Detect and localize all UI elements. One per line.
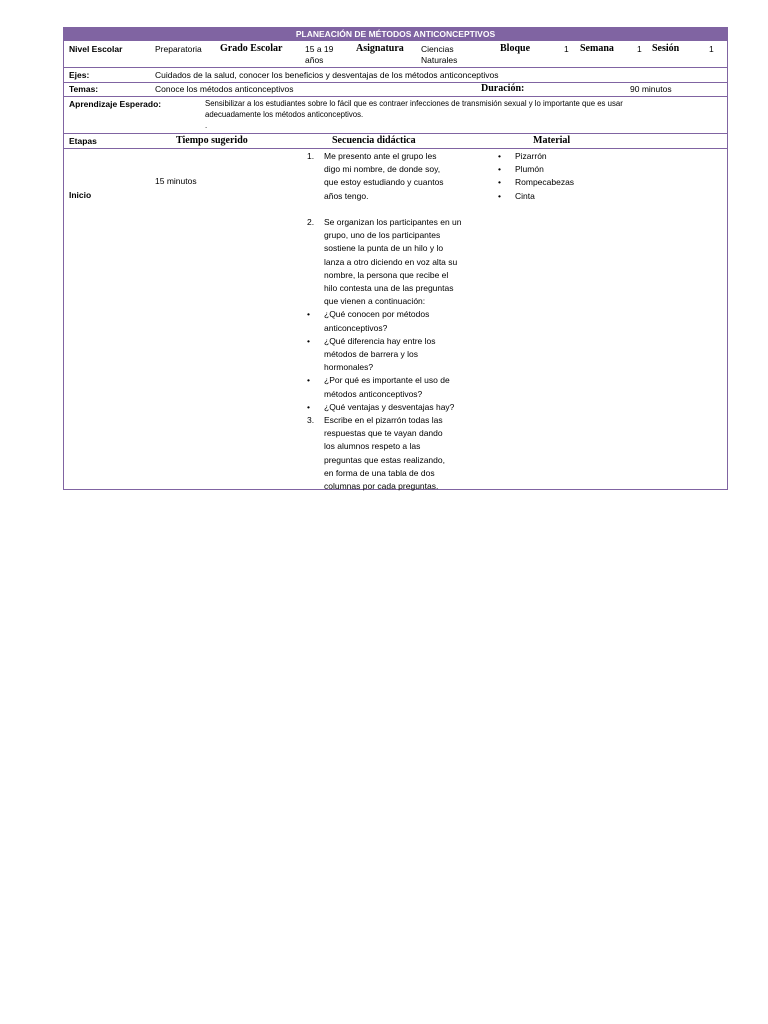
bullet-marker: • <box>307 375 310 386</box>
secuencia-line: Escribe en el pizarrón todas las <box>324 415 443 426</box>
bullet-icon: • <box>498 177 501 188</box>
secuencia-line: ¿Qué ventajas y desventajas hay? <box>324 401 455 412</box>
grado-value-line2: años <box>305 55 324 65</box>
semana-value: 1 <box>637 44 642 54</box>
secuencia-item <box>307 203 487 216</box>
secuencia-line: los alumnos respeto a las <box>324 441 421 452</box>
material-item <box>498 176 618 189</box>
tiempo-header: Tiempo sugerido <box>176 135 248 146</box>
secuencia-line: Me presento ante el grupo les <box>324 151 437 161</box>
tiempo-value: 15 minutos <box>155 176 197 186</box>
secuencia-line: hilo contesta una de las preguntas <box>324 283 454 294</box>
duracion-value: 90 minutos <box>630 84 672 94</box>
material-item <box>498 150 618 163</box>
secuencia-list <box>307 150 487 493</box>
asignatura-label: Asignatura <box>356 43 404 54</box>
duracion-label: Duración: <box>481 83 525 94</box>
secuencia-line: hormonales? <box>324 362 374 373</box>
secuencia-line: preguntas que estas realizando, <box>324 454 445 465</box>
sesion-value: 1 <box>709 44 714 54</box>
secuencia-item <box>307 335 487 375</box>
secuencia-line: en forma de una tabla de dos <box>324 467 435 478</box>
secuencia-line: ¿Qué conocen por métodos <box>324 309 430 320</box>
secuencia-line: métodos de barrera y los <box>324 349 419 360</box>
secuencia-item <box>307 150 487 203</box>
divider <box>64 148 727 149</box>
grado-label: Grado Escolar <box>220 43 283 54</box>
secuencia-line: ¿Por qué es importante el uso de <box>324 375 450 386</box>
number-marker: 1. <box>307 151 315 161</box>
secuencia-line: que vienen a continuación: <box>324 296 426 307</box>
nivel-value: Preparatoria <box>155 44 202 54</box>
secuencia-line: digo mi nombre, de donde soy, <box>324 164 441 175</box>
divider <box>64 133 727 134</box>
material-item <box>498 163 618 176</box>
material-label: Cinta <box>515 190 535 201</box>
temas-value: Conoce los métodos anticonceptivos <box>155 84 294 94</box>
secuencia-line <box>324 203 487 216</box>
secuencia-item <box>307 414 487 493</box>
secuencia-line: lanza a otro diciendo en voz alta su <box>324 256 458 267</box>
bullet-icon: • <box>498 151 501 161</box>
sesion-label: Sesión <box>652 43 680 54</box>
material-item <box>498 190 618 203</box>
bloque-value: 1 <box>564 44 569 54</box>
etapa-inicio: Inicio <box>69 190 92 200</box>
secuencia-line: anticonceptivos? <box>324 322 388 333</box>
secuencia-line: respuestas que te vayan dando <box>324 428 443 439</box>
divider <box>64 67 727 68</box>
secuencia-item <box>307 374 487 400</box>
grado-value-line1: 15 a 19 <box>305 44 334 54</box>
planning-document <box>63 27 728 490</box>
number-marker: 3. <box>307 415 315 426</box>
ejes-value: Cuidados de la salud, conocer los beneficios y desventajas de los métodos anticonceptivos <box>155 70 499 80</box>
material-label: Plumón <box>515 164 544 175</box>
secuencia-header: Secuencia didáctica <box>332 135 416 146</box>
secuencia-line: que estoy estudiando y cuantos <box>324 177 444 188</box>
semana-label: Semana <box>580 43 614 54</box>
material-label: Rompecabezas <box>515 177 575 188</box>
secuencia-line: nombre, la persona que recibe el <box>324 269 449 280</box>
aprendizaje-line1: Sensibilizar a los estudiantes sobre lo fácil que es contraer infecciones de transmisión sexual y lo importante que es usar <box>205 99 623 108</box>
secuencia-line: años tengo. <box>324 190 369 201</box>
nivel-label: Nivel Escolar <box>69 44 123 54</box>
secuencia-item <box>307 308 487 334</box>
divider <box>64 82 727 83</box>
secuencia-line: Se organizan los participantes en un <box>324 217 462 228</box>
material-header: Material <box>533 135 571 146</box>
asignatura-value-line1: Ciencias <box>421 44 454 54</box>
bullet-marker: • <box>307 309 310 320</box>
aprendizaje-line2: adecuadamente los métodos anticonceptivos. <box>205 110 364 119</box>
secuencia-line: sostiene la punta de un hilo y lo <box>324 243 444 254</box>
asignatura-value-line2: Naturales <box>421 55 458 65</box>
material-label: Pizarrón <box>515 151 547 161</box>
etapas-header: Etapas <box>69 136 97 146</box>
secuencia-line: métodos anticonceptivos? <box>324 388 423 399</box>
ejes-label: Ejes: <box>69 70 90 80</box>
aprendizaje-label: Aprendizaje Esperado: <box>69 99 162 109</box>
secuencia-item <box>307 216 487 308</box>
temas-label: Temas: <box>69 84 99 94</box>
bullet-icon: • <box>498 164 501 175</box>
secuencia-line: ¿Qué diferencia hay entre los <box>324 335 436 346</box>
aprendizaje-line3: . <box>205 121 208 130</box>
bullet-marker: • <box>307 401 310 412</box>
number-marker: 2. <box>307 217 315 228</box>
secuencia-line: grupo, uno de los participantes <box>324 230 441 241</box>
bloque-label: Bloque <box>500 43 531 54</box>
secuencia-item <box>307 401 487 414</box>
secuencia-line: columnas por cada preguntas. <box>324 481 439 492</box>
document-title: PLANEACIÓN DE MÉTODOS ANTICONCEPTIVOS <box>64 28 727 41</box>
material-list <box>498 150 618 203</box>
bullet-icon: • <box>498 190 501 201</box>
divider <box>64 96 727 97</box>
bullet-marker: • <box>307 335 310 346</box>
